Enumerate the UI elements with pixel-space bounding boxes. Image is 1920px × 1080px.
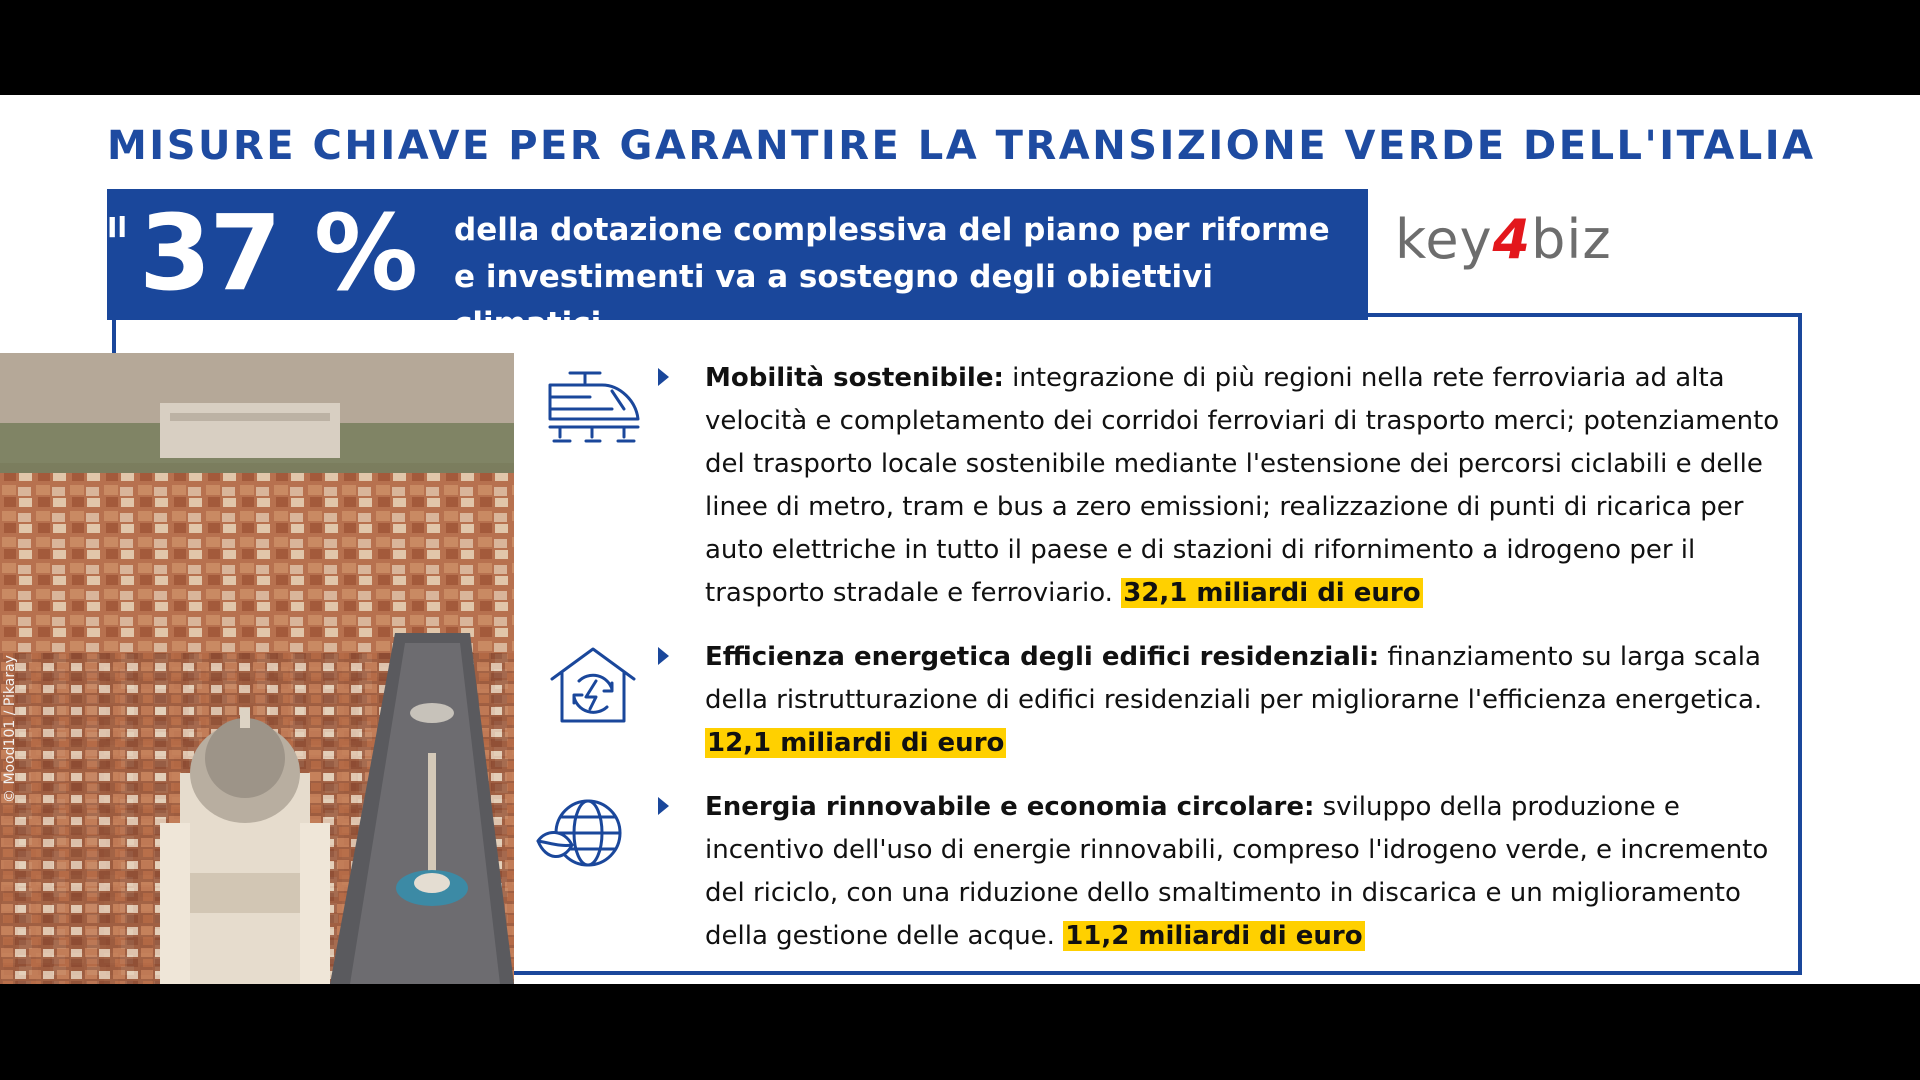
measure-item-mobility: [705, 357, 1795, 615]
banner-text: della dotazione complessiva del piano per riforme e investimenti va a sostegno degli obiettivi climatici.: [454, 212, 1330, 342]
page-title: MISURE CHIAVE PER GARANTIRE LA TRANSIZIONE VERDE DELL'ITALIA: [107, 123, 1816, 169]
banner-prefix: Il: [107, 211, 128, 244]
banner-percentage: 37 %: [139, 192, 417, 314]
globe-leaf-icon: [534, 795, 626, 879]
item-heading: Efficienza energetica degli edifici residenziali:: [705, 642, 1380, 672]
highlight-banner: [107, 189, 1368, 342]
item-bullet: [658, 797, 669, 815]
item-body: sviluppo della produzione e incentivo dell'uso di energie rinnovabili, compreso l'idrogeno verde, e incremento del riciclo, con una riduzione dello smaltimento in discarica e un miglioramento della gestione delle acque.: [705, 792, 1769, 951]
item-amount: 32,1 miliardi di euro: [1123, 578, 1421, 608]
item-body: finanziamento su larga scala della ristrutturazione di edifici residenziali per migliorarne l'efficienza energetica.: [705, 642, 1763, 715]
rome-aerial-photo: [0, 353, 514, 984]
item-bullet: [658, 368, 669, 386]
train-icon: [540, 367, 644, 451]
item-heading: Energia rinnovabile e economia circolare:: [705, 792, 1315, 822]
item-body: integrazione di più regioni nella rete ferroviaria ad alta velocità e completamento dei corridoi ferroviari di trasporto merci; potenziamento del trasporto locale sostenibile mediante l'estensione dei percorsi ciclabili e delle linee di metro, tram e bus a zero emissioni; realizzazione di punti di ricarica per auto elettriche in tutto il paese e di stazioni di rifornimento a idrogeno per il trasporto stradale e ferroviario.: [705, 363, 1780, 608]
photo-credit: © Mood101 / Pikaray: [2, 655, 18, 803]
item-heading: Mobilità sostenibile:: [705, 363, 1004, 393]
energy-house-icon: [546, 645, 640, 729]
slide: [0, 95, 1920, 984]
logo-part-4: 4: [1492, 208, 1532, 271]
measure-item-renewables: [705, 786, 1795, 958]
item-amount: 11,2 miliardi di euro: [1065, 921, 1363, 951]
logo-part-key: key: [1395, 208, 1493, 271]
logo-part-biz: biz: [1531, 208, 1612, 271]
item-bullet: [658, 647, 669, 665]
item-amount: 12,1 miliardi di euro: [707, 728, 1005, 758]
key4biz-logo: [1395, 208, 1612, 271]
measure-item-efficiency: [705, 636, 1795, 765]
